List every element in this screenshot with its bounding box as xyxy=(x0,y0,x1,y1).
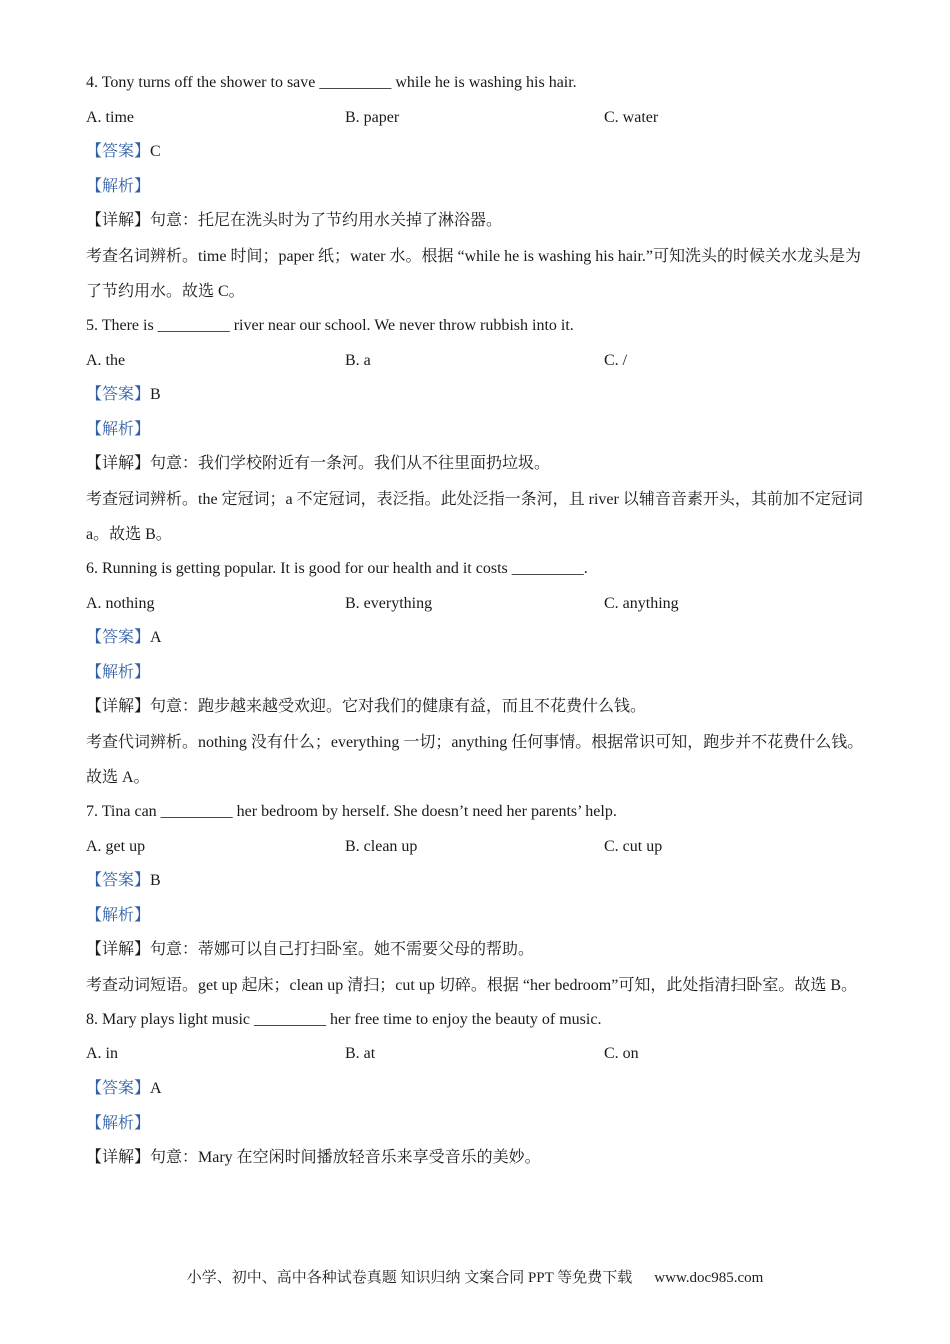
analysis-tag: 【解析】 xyxy=(86,1114,151,1132)
option: A. get up xyxy=(86,837,146,855)
question-stem: 5. There is _________ river near our school. We never throw rubbish into it. xyxy=(86,316,574,334)
answer-tag: 【答案】 xyxy=(86,386,151,404)
answer-line xyxy=(86,864,876,899)
answer-tag: 【答案】 xyxy=(86,872,151,890)
explanation-text: 考查名词辨析。time 时间；paper 纸；water 水。根据 “while he is washing his hair.”可知洗头的时候关水龙头是为了节约用水。故选 C。 xyxy=(86,247,862,300)
option: A. nothing xyxy=(86,594,155,612)
option: C. anything xyxy=(604,594,679,612)
answer-tag: 【答案】 xyxy=(86,1080,151,1098)
option: A. the xyxy=(86,351,126,369)
option: C. on xyxy=(604,1045,639,1063)
answer-line xyxy=(86,378,876,413)
detail-tag: 【详解】 xyxy=(86,1149,151,1167)
option: C. cut up xyxy=(604,837,663,855)
detail-line xyxy=(86,933,876,968)
detail-line xyxy=(86,447,876,482)
explanation-text: 考查代词辨析。nothing 没有什么；everything 一切；anything 任何事情。根据常识可知，跑步并不花费什么钱。故选 A。 xyxy=(86,733,864,786)
option: A. in xyxy=(86,1045,118,1063)
detail-tag: 【详解】 xyxy=(86,212,151,230)
analysis-tag: 【解析】 xyxy=(86,177,151,195)
options-row xyxy=(86,344,876,379)
question-stem: 7. Tina can _________ her bedroom by herself. She doesn’t need her parents’ help. xyxy=(86,802,617,820)
answer-line xyxy=(86,621,876,656)
explanation-text: 考查冠词辨析。the 定冠词；a 不定冠词，表泛指。此处泛指一条河，且 river 以辅音音素开头，其前加不定冠词 a。故选 B。 xyxy=(86,490,863,543)
options-row xyxy=(86,830,876,865)
detail-text: 句意：跑步越来越受欢迎。它对我们的健康有益，而且不花费什么钱。 xyxy=(150,698,647,716)
detail-text: 句意：蒂娜可以自己打扫卧室。她不需要父母的帮助。 xyxy=(150,941,535,959)
option: C. / xyxy=(604,351,628,369)
detail-line xyxy=(86,690,876,725)
option: B. paper xyxy=(345,108,400,126)
detail-tag: 【详解】 xyxy=(86,698,151,716)
detail-text: 句意：我们学校附近有一条河。我们从不往里面扔垃圾。 xyxy=(150,455,551,473)
question-stem: 8. Mary plays light music _________ her free time to enjoy the beauty of music. xyxy=(86,1010,602,1028)
detail-tag: 【详解】 xyxy=(86,941,151,959)
detail-text: 句意：Mary 在空闲时间播放轻音乐来享受音乐的美妙。 xyxy=(150,1149,541,1167)
answer-value: A xyxy=(150,629,162,647)
answer-tag: 【答案】 xyxy=(86,143,151,161)
option: B. at xyxy=(345,1045,376,1063)
document-body xyxy=(86,66,876,1176)
explanation-text: 考查动词短语。get up 起床；clean up 清扫；cut up 切碎。根据 “her bedroom”可知，此处指清扫卧室。故选 B。 xyxy=(86,976,858,994)
analysis-tag: 【解析】 xyxy=(86,906,151,924)
footer-url[interactable]: www.doc985.com xyxy=(654,1270,764,1286)
question-stem: 6. Running is getting popular. It is good for our health and it costs _________. xyxy=(86,559,588,577)
analysis-tag: 【解析】 xyxy=(86,420,151,438)
page-footer xyxy=(0,1266,950,1287)
options-row xyxy=(86,587,876,622)
option: A. time xyxy=(86,108,134,126)
answer-value: B xyxy=(150,386,161,404)
analysis-tag: 【解析】 xyxy=(86,663,151,681)
option: B. a xyxy=(345,351,371,369)
footer-text: 小学、初中、高中各种试卷真题 知识归纳 文案合同 PPT 等免费下载 xyxy=(186,1270,633,1286)
answer-value: A xyxy=(150,1080,162,1098)
answer-value: B xyxy=(150,872,161,890)
detail-tag: 【详解】 xyxy=(86,455,151,473)
option: B. everything xyxy=(345,594,433,612)
answer-line xyxy=(86,135,876,170)
answer-value: C xyxy=(150,143,161,161)
answer-line xyxy=(86,1072,876,1107)
answer-tag: 【答案】 xyxy=(86,629,151,647)
option: B. clean up xyxy=(345,837,418,855)
detail-line xyxy=(86,204,876,239)
question-stem: 4. Tony turns off the shower to save _________ while he is washing his hair. xyxy=(86,74,577,91)
detail-line xyxy=(86,1141,876,1176)
option: C. water xyxy=(604,108,659,126)
options-row xyxy=(86,101,876,136)
detail-text: 句意：托尼在洗头时为了节约用水关掉了淋浴器。 xyxy=(150,212,503,230)
options-row xyxy=(86,1037,876,1072)
